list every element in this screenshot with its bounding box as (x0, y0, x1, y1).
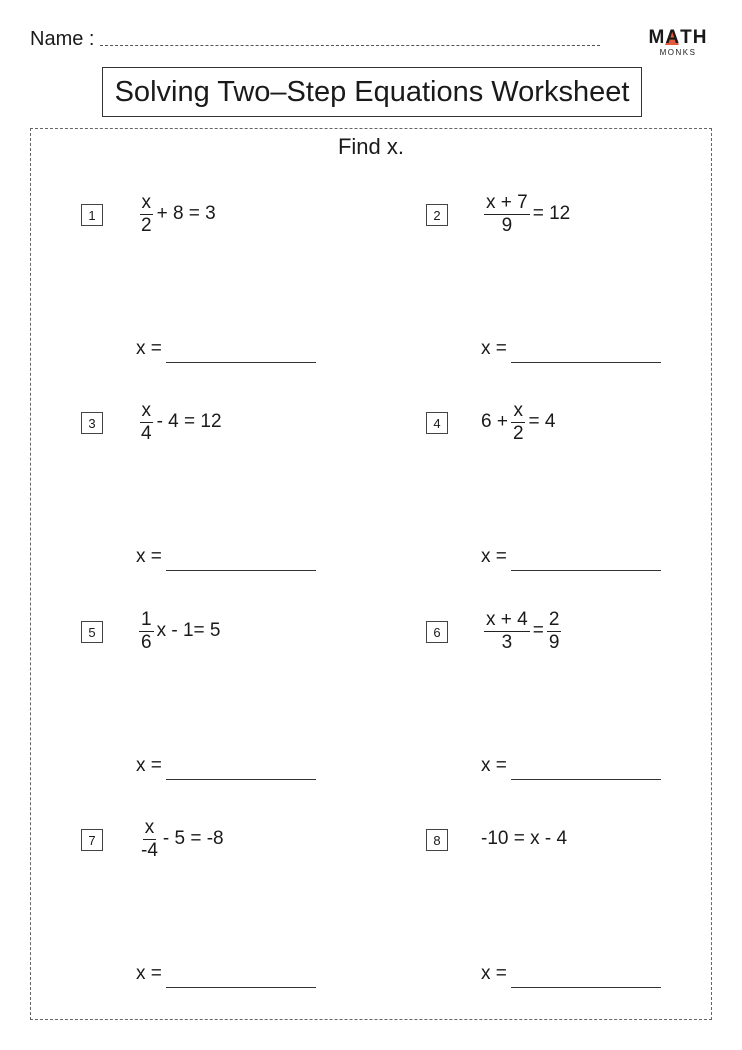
answer-line[interactable] (166, 779, 316, 780)
numerator: 1 (141, 608, 152, 630)
denominator: 9 (548, 631, 560, 653)
equation-text: = 12 (532, 203, 571, 224)
denominator: 6 (141, 631, 152, 653)
answer-label: x = (481, 338, 507, 359)
answer-line[interactable] (166, 987, 316, 988)
problem-number: 1 (81, 204, 103, 226)
numerator: x (144, 816, 155, 838)
answer-label: x = (481, 755, 507, 776)
equation-text: = 4 (528, 411, 556, 432)
name-label: Name : (30, 28, 95, 50)
numerator: x + 7 (486, 191, 528, 213)
answer-label: x = (481, 963, 507, 984)
numerator: x (141, 191, 152, 213)
answer-line[interactable] (511, 987, 661, 988)
problem-3 (81, 399, 381, 592)
answer-label: x = (136, 546, 162, 567)
problem-2 (426, 191, 726, 384)
equation-text: - 5 = -8 (162, 828, 224, 849)
answer-line[interactable] (166, 362, 316, 363)
equation-text: 6 + (481, 411, 508, 432)
answer-line[interactable] (511, 779, 661, 780)
fraction (511, 401, 526, 444)
fraction (139, 610, 154, 653)
numerator: x (141, 399, 152, 421)
numerator: x (513, 399, 523, 421)
answer-line[interactable] (511, 362, 661, 363)
problem-number: 7 (81, 829, 103, 851)
answer-label: x = (481, 546, 507, 567)
name-field[interactable] (100, 45, 600, 46)
problem-number: 6 (426, 621, 448, 643)
problem-6 (426, 608, 726, 801)
equation-text: -10 = x - 4 (481, 828, 568, 849)
name-row (30, 26, 600, 56)
equation (481, 609, 564, 653)
denominator: 2 (141, 214, 152, 236)
problem-7 (81, 816, 381, 1009)
equation (136, 192, 216, 236)
equation-text: - 4 = 12 (156, 411, 222, 432)
denominator: -4 (141, 839, 158, 861)
logo-a-letter: A (665, 27, 681, 48)
problem-1 (81, 191, 381, 384)
instruction: Find x. (337, 134, 405, 159)
problem-number: 3 (81, 412, 103, 434)
denominator: 3 (501, 631, 513, 653)
denominator: 9 (501, 214, 513, 236)
answer-line[interactable] (166, 570, 316, 571)
problem-number: 5 (81, 621, 103, 643)
equation (136, 400, 222, 444)
problem-number: 8 (426, 829, 448, 851)
fraction (139, 818, 160, 861)
numerator: 2 (548, 608, 560, 630)
math-monks-logo (646, 28, 710, 62)
worksheet-area (30, 128, 712, 1020)
logo-wordmark (646, 28, 710, 48)
problem-5 (81, 608, 381, 801)
problem-4 (426, 399, 726, 592)
fraction (547, 610, 562, 653)
answer-label: x = (136, 338, 162, 359)
numerator: x + 4 (486, 608, 528, 630)
problem-number: 4 (426, 412, 448, 434)
answer-label: x = (136, 963, 162, 984)
equation (481, 192, 570, 236)
fraction (484, 193, 530, 236)
equation (481, 817, 567, 861)
equation (136, 609, 220, 653)
denominator: 2 (512, 422, 524, 444)
equation-text: = (532, 620, 544, 641)
denominator: 4 (141, 422, 152, 444)
fraction (139, 193, 154, 236)
problem-number: 2 (426, 204, 448, 226)
logo-suffix: TH (680, 27, 708, 48)
worksheet-title: Solving Two–Step Equations Worksheet (102, 67, 642, 117)
fraction (139, 401, 154, 444)
answer-label: x = (136, 755, 162, 776)
problem-8 (426, 829, 726, 1009)
equation (481, 400, 555, 444)
equation (136, 817, 224, 861)
answer-line[interactable] (511, 570, 661, 571)
logo-subtitle: MONKS (659, 48, 697, 57)
logo-prefix: M (648, 27, 666, 48)
equation-text: + 8 = 3 (156, 203, 216, 224)
fraction (484, 610, 530, 653)
equation-text: x - 1= 5 (156, 620, 221, 641)
